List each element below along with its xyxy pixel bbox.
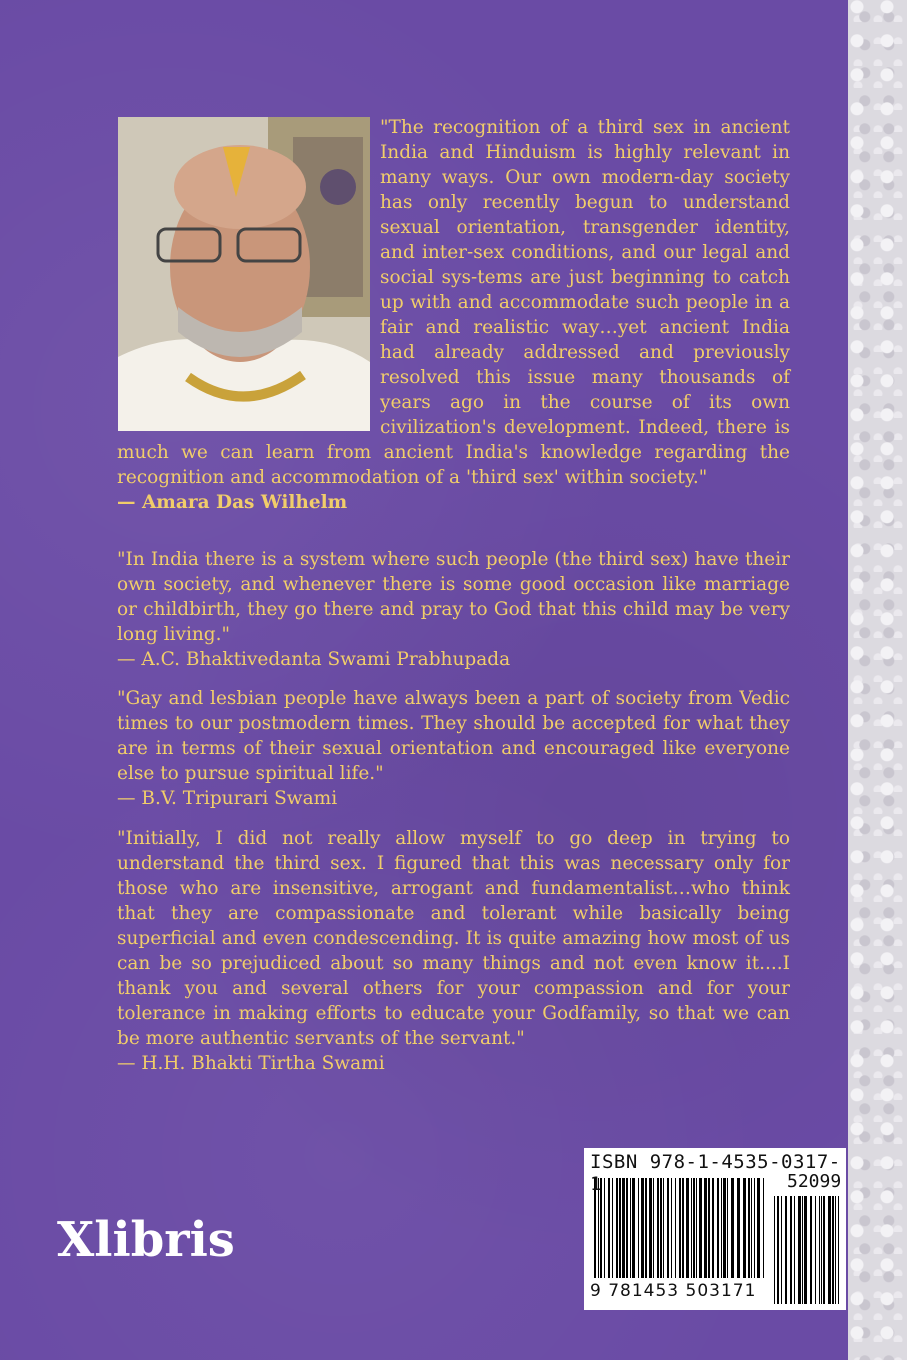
quote-4-attribution: — H.H. Bhakti Tirtha Swami bbox=[117, 1053, 385, 1074]
quote-3 bbox=[117, 686, 790, 811]
barcode-addon-bar bbox=[794, 1196, 795, 1304]
isbn-label: ISBN 978-1-4535-0317-1 bbox=[590, 1151, 841, 1195]
barcode-addon-bar bbox=[835, 1196, 836, 1304]
quote-main-attribution: — Amara Das Wilhelm bbox=[117, 492, 348, 513]
barcode-addon-bar bbox=[815, 1196, 816, 1304]
barcode-digits: 9 781453 503171 bbox=[590, 1281, 757, 1301]
barcode-addon-bar bbox=[832, 1196, 834, 1304]
barcode-addon-bar bbox=[838, 1196, 839, 1304]
publisher-logo: Xlibris bbox=[57, 1212, 235, 1268]
barcode-addon-bar bbox=[810, 1196, 812, 1304]
paper-texture-strip bbox=[848, 0, 907, 1360]
barcode-addon-bar bbox=[781, 1196, 782, 1304]
barcode-addon-bar bbox=[798, 1196, 801, 1304]
barcode-addon-bar bbox=[777, 1196, 779, 1304]
barcode-addon-bar bbox=[828, 1196, 831, 1304]
barcode-addon-bar bbox=[819, 1196, 820, 1304]
quote-2-text: "In India there is a system where such people (the third sex) have their own society, and whenever there is some good occasion like marriage or childbirth, they go there and pray to God that this child may be very long living." bbox=[117, 549, 790, 645]
price-code: 52099 bbox=[787, 1171, 842, 1192]
barcode-addon-bar bbox=[785, 1196, 787, 1304]
barcode-addon-bar bbox=[821, 1196, 822, 1304]
quote-2 bbox=[117, 547, 790, 672]
photo-spacer bbox=[117, 115, 380, 435]
quote-3-attribution: — B.V. Tripurari Swami bbox=[117, 788, 338, 809]
barcode-addon-bar bbox=[774, 1196, 775, 1304]
quote-4 bbox=[117, 826, 790, 1076]
barcode-addon-bar bbox=[804, 1196, 807, 1304]
quote-main-text: "The recognition of a third sex in ancient India and Hinduism is highly relevant in many ways. Our own modern-day society has only recently begun to understand sexual orientation, transgender identity, and inter-sex conditions, and our legal and social sys-tems are just beginning to catch up with and accommodate such people in a fair and realistic way…yet ancient India had already addressed and previously resolved this issue many thousands of years ago in the course of its own civilization's development. Indeed, there is much we can learn from ancient India's knowledge regarding the recognition and accommodation of a 'third sex' within society." bbox=[117, 117, 790, 488]
barcode-addon-bar bbox=[802, 1196, 803, 1304]
barcode-addon-bar bbox=[823, 1196, 825, 1304]
quote-2-attribution: — A.C. Bhaktivedanta Swami Prabhupada bbox=[117, 649, 511, 670]
barcode-addon-bar bbox=[790, 1196, 792, 1304]
quote-3-text: "Gay and lesbian people have always been a part of society from Vedic times to our postmodern times. They should be accepted for what they are in terms of their sexual orientation and encouraged like everyone else to pursue spiritual life." bbox=[117, 688, 790, 784]
quote-4-text: "Initially, I did not really allow myself to go deep in trying to understand the third sex. I figured that this was necessary only for those who are insensitive, arrogant and fundamentalist…who think that they are compassionate and tolerant while basically being superficial and even condescending. It is quite amazing how most of us can be so prejudiced about so many things and not even know it....I thank you and several others for your compassion and for your tolerance in making efforts to educate your Godfamily, so that we can be more authentic servants of the servant." bbox=[117, 828, 790, 1049]
quote-main bbox=[117, 115, 790, 515]
